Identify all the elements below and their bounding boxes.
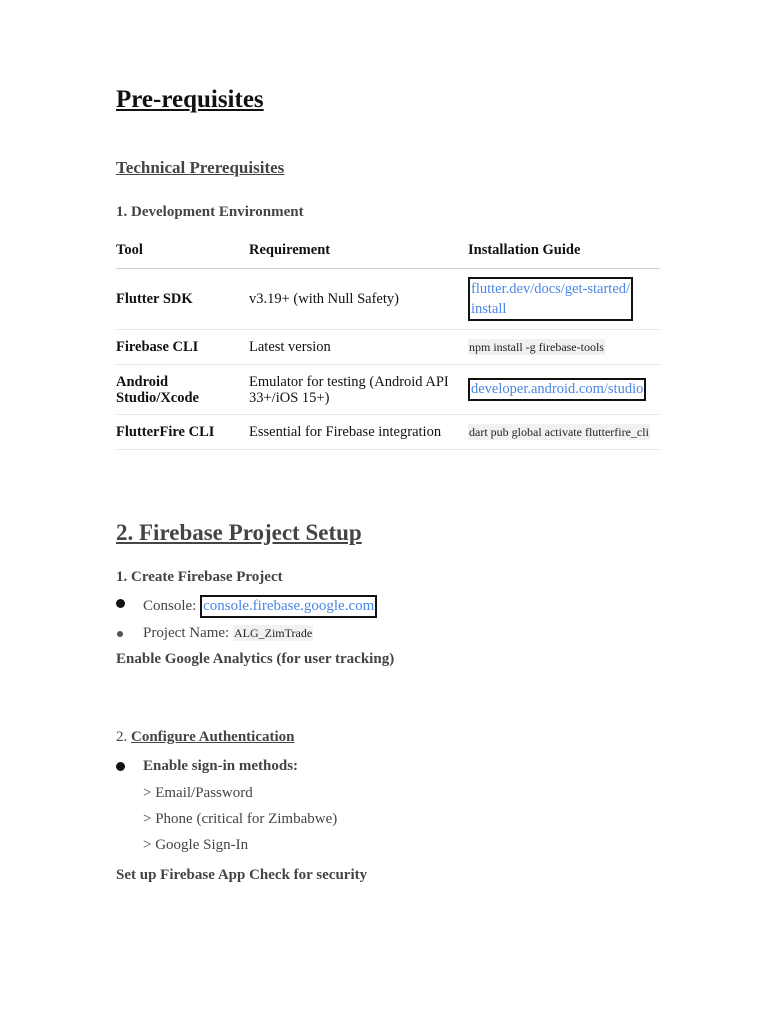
link-line: install (471, 301, 507, 317)
guide-cell (468, 269, 660, 330)
technical-prerequisites-heading: Technical Prerequisites (116, 158, 285, 177)
tool-line: Android (116, 373, 169, 390)
requirement-cell: Essential for Firebase integration (249, 415, 468, 450)
signin-method-google: > Google Sign-In (143, 837, 249, 853)
code-snippet: dart pub global activate flutterfire_cli (469, 424, 649, 439)
list-item (116, 758, 516, 778)
guide-cell (468, 415, 660, 450)
bullet-icon (116, 762, 125, 771)
requirement-cell: Latest version (249, 330, 468, 365)
flutter-install-link[interactable] (468, 277, 633, 321)
tool-cell: Firebase CLI (116, 330, 249, 365)
guide-cell (468, 330, 660, 365)
console-label: Console: (143, 598, 197, 614)
development-environment-heading: 1. Development Environment (116, 204, 304, 220)
project-name-value: ALG_ZimTrade (233, 626, 313, 640)
signin-methods-heading: Enable sign-in methods: (143, 758, 299, 774)
column-header-tool: Tool (116, 232, 249, 269)
tool-cell: FlutterFire CLI (116, 415, 249, 450)
app-check-note: Set up Firebase App Check for security (116, 867, 368, 883)
tools-table (116, 232, 660, 450)
column-header-requirement: Requirement (249, 232, 468, 269)
bullet-icon (116, 599, 125, 608)
tool-cell: Flutter SDK (116, 269, 249, 330)
requirement-cell: v3.19+ (with Null Safety) (249, 269, 468, 330)
tool-cell (116, 365, 249, 415)
code-snippet: npm install -g firebase-tools (469, 339, 604, 354)
signin-method-phone: > Phone (critical for Zimbabwe) (143, 811, 338, 827)
configure-auth-title: Configure Authentication (131, 729, 295, 745)
android-studio-link[interactable]: developer.android.com/studio (468, 378, 646, 401)
table-row (116, 415, 660, 450)
requirement-line: 33+/iOS 15+) (249, 389, 330, 406)
guide-cell (468, 365, 660, 415)
table-row (116, 330, 660, 365)
tool-line: Studio/Xcode (116, 389, 199, 406)
project-name-label: Project Name: (143, 625, 230, 641)
list-item (116, 625, 516, 645)
link-line: flutter.dev/docs/get-started/ (471, 281, 631, 297)
configure-auth-heading (116, 729, 294, 746)
configure-prefix: 2. (116, 729, 128, 745)
page-title: Pre-requisites (116, 86, 264, 113)
table-row (116, 365, 660, 415)
table-row (116, 269, 660, 330)
bullet-icon (117, 631, 123, 637)
requirement-cell (249, 365, 468, 415)
requirement-line: Emulator for testing (Android API (249, 373, 449, 390)
firebase-setup-heading: 2. Firebase Project Setup (116, 520, 362, 545)
list-item (116, 594, 516, 616)
column-header-installation-guide: Installation Guide (468, 232, 660, 269)
table-header-row (116, 232, 660, 269)
analytics-note: Enable Google Analytics (for user tracking) (116, 651, 395, 667)
firebase-console-link[interactable]: console.firebase.google.com (200, 595, 377, 618)
create-project-heading: 1. Create Firebase Project (116, 569, 283, 585)
signin-method-email: > Email/Password (143, 785, 253, 801)
